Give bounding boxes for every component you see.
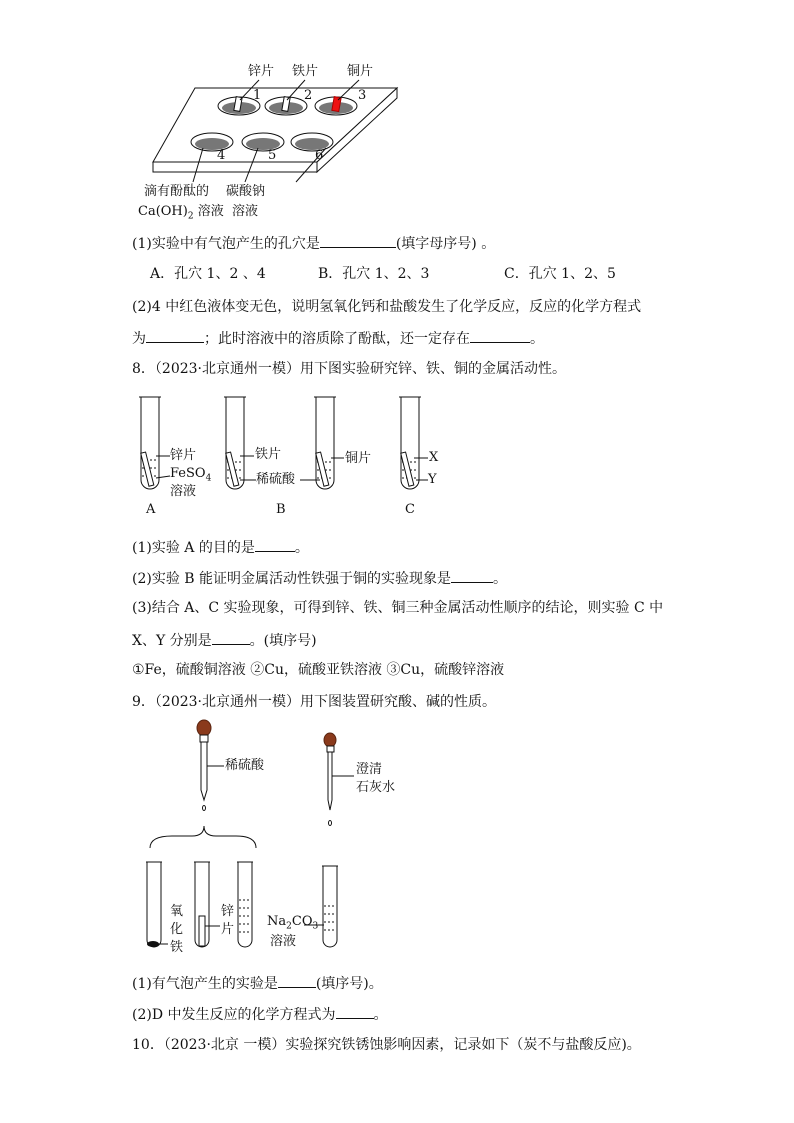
hole-number-4: 4 (217, 148, 226, 163)
hole-number-5: 5 (268, 148, 277, 163)
q9-part2: (2)D 中发生反应的化学方程式为 。 (132, 1004, 388, 1024)
q9-title: 9．（2023·北京通州一模）用下图装置研究酸、碱的性质。 (132, 694, 496, 710)
label-iron-oxide-3: 铁 (170, 940, 184, 955)
dropper-1-collar (200, 735, 208, 742)
drop-1 (203, 806, 206, 811)
label-copper: 铜片 (347, 64, 374, 79)
label-sodium-carbonate: 碳酸钠 (226, 184, 266, 199)
label-zinc: 锌片 (248, 64, 275, 79)
label-b-copper: 铜片 (345, 451, 372, 466)
dropper-2-tube (328, 752, 332, 810)
drop-2 (329, 821, 332, 826)
q9-blank-2[interactable] (336, 1004, 374, 1019)
tube-na2co3 (238, 862, 252, 947)
label-b-acid: 稀硫酸 (256, 472, 296, 487)
label-b-iron: 铁片 (255, 447, 282, 462)
q10-title: 10．（2023·北京 一模）实验探究铁锈蚀影响因素，记录如下（炭不与盐酸反应)。 (132, 1037, 641, 1053)
q8-part1: (1)实验 A 的目的是 。 (132, 537, 309, 557)
q7-option-b: B．孔穴 1、2、3 (318, 266, 430, 282)
hole-number-1: 1 (253, 88, 262, 103)
label-phenolphthalein: 滴有酚酞的 (144, 184, 210, 199)
tube-letter-b: B (276, 502, 286, 517)
dropper-2-collar (327, 746, 334, 752)
q7-part1: (1)实验中有气泡产生的孔穴是 (填字母序号) 。 (132, 233, 495, 253)
zinc-strip (199, 916, 205, 946)
label-iron-oxide-1: 氧 (170, 904, 184, 919)
q9-blank-1[interactable] (278, 973, 316, 988)
label-dilute-sulfuric-acid: 稀硫酸 (225, 758, 265, 773)
label-iron-oxide-2: 化 (170, 922, 184, 937)
label-iron: 铁片 (292, 64, 319, 79)
label-a-zinc: 锌片 (170, 448, 197, 463)
label-zinc-1: 锌 (221, 904, 235, 919)
label-solution: 溶液 (232, 204, 259, 219)
label-c-x: X (429, 450, 439, 465)
dropper-2-bulb (324, 733, 336, 747)
hole-number-2: 2 (304, 88, 313, 103)
q8-part3-line1: (3)结合 A、C 实验现象，可得到锌、铁、铜三种金属活动性顺序的结论，则实验 C 中 (132, 600, 664, 616)
hole-number-6: 6 (315, 148, 324, 163)
label-na2co3: $Na_2CO_3$ (267, 914, 319, 932)
label-na2co3-solution: 溶液 (270, 934, 297, 949)
hole-number-3: 3 (358, 88, 367, 103)
label-a-feso4: FeSO$_4$ (170, 466, 212, 484)
q8-part2: (2)实验 B 能证明金属活动性铁强于铜的实验现象是 。 (132, 568, 507, 588)
label-a-solution: 溶液 (170, 484, 197, 499)
tube-iron-oxide (147, 862, 161, 947)
q7-part2-line1: (2)4 中红色液体变无色，说明氢氧化钙和盐酸发生了化学反应，反应的化学方程式 (132, 299, 642, 315)
label-c-y: Y (428, 472, 437, 487)
label-clear: 澄清 (356, 762, 383, 777)
q7-option-c: C．孔穴 1、2、5 (504, 266, 616, 282)
q8-choices: ①Fe，硫酸铜溶液 ②Cu，硫酸亚铁溶液 ③Cu，硫酸锌溶液 (132, 662, 505, 678)
dropper-1-bulb (197, 720, 211, 736)
label-caoh2: $Ca(OH)_2$ 溶液 (138, 204, 224, 222)
iron-oxide-powder (147, 941, 159, 947)
brace (150, 826, 256, 848)
tube-letter-a: A (146, 502, 156, 517)
q9-part1: (1)有气泡产生的实验是 (填序号)。 (132, 973, 383, 993)
q7-part2-line2: 为 ；此时溶液中的溶质除了酚酞，还一定存在 。 (132, 328, 544, 348)
q8-title: 8．（2023·北京通州一模）用下图实验研究锌、铁、铜的金属活动性。 (132, 361, 566, 377)
dropper-1-tube (201, 742, 207, 800)
q7-option-a: A．孔穴 1、2 、4 (150, 266, 266, 282)
label-limewater: 石灰水 (356, 780, 396, 795)
label-zinc-2: 片 (221, 922, 235, 937)
q8-part3-line2: X、Y 分别是 。(填序号) (132, 630, 317, 650)
tube-letter-c: C (405, 502, 415, 517)
